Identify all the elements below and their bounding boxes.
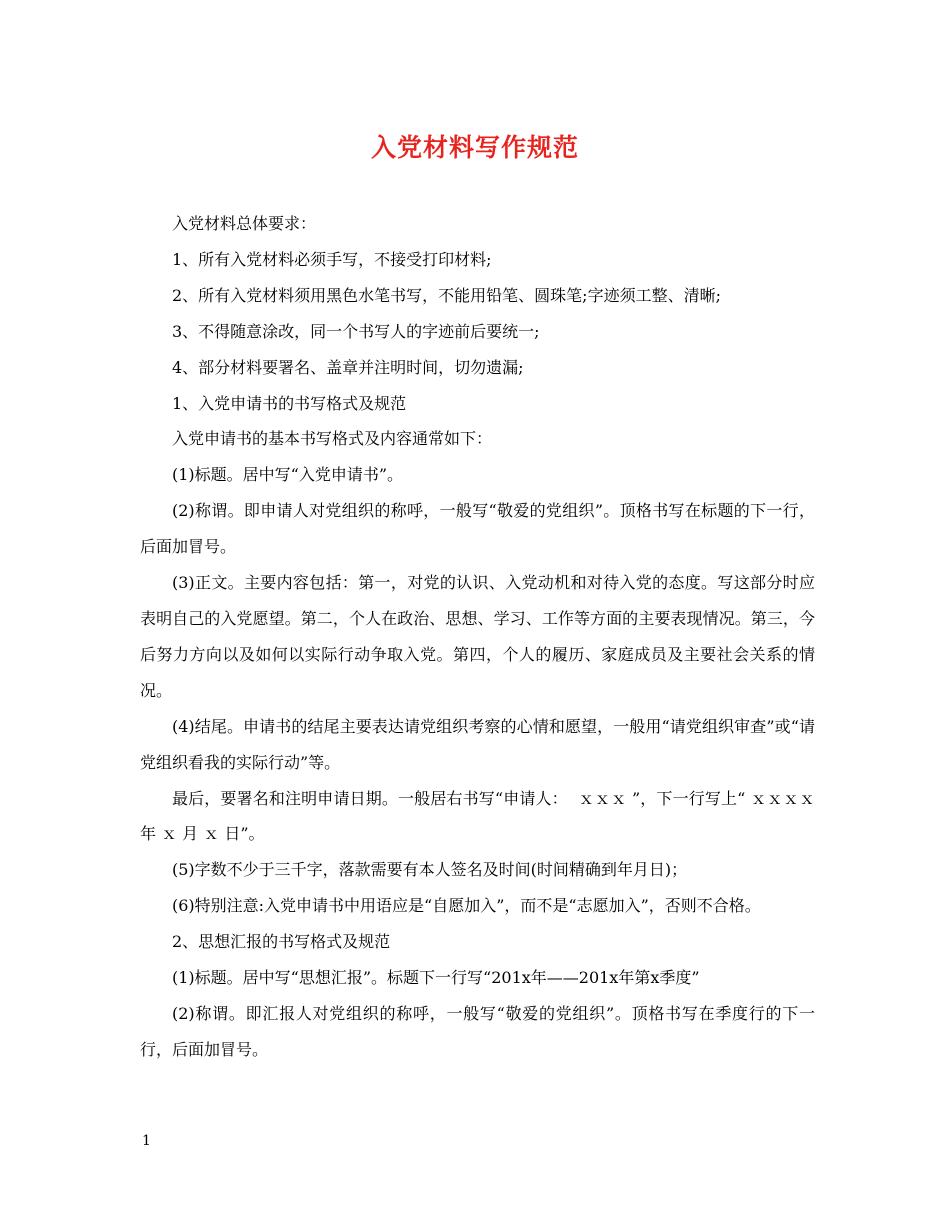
document-title: 入党材料写作规范 [370,133,579,162]
paragraph: (4)结尾。申请书的结尾主要表达请党组织考察的心情和愿望，一般用“请党组织审查”或“请党组织看我的实际行动”等。 [140,716,815,772]
paragraph: (2)称谓。即申请人对党组织的称呼，一般写“敬爱的党组织”。顶格书写在标题的下一行，后面加冒号。 [140,501,815,557]
paragraph: 最后，要署名和注明申请日期。一般居右书写“申请人： ｘｘｘ ”，下一行写上“ ｘｘｘｘ 年 ｘ 月 ｘ 日”。 [140,788,821,844]
paragraph: (6)特别注意:入党申请书中用语应是“自愿加入”，而不是“志愿加入”，否则不合格。 [172,896,761,916]
section-heading: 2、思想汇报的书写格式及规范 [172,932,391,952]
paragraph: (3)正文。主要内容包括：第一，对党的认识、入党动机和对待入党的态度。写这部分时应表明自己的入党愿望。第二，个人在政治、思想、学习、工作等方面的主要表现情况。第三，今后努力方向以及如何以实际行动争取入党。第四，个人的履历、家庭成员及主要社会关系的情况。 [140,573,815,700]
paragraph: (5)字数不少于三千字，落款需要有本人签名及时间(时间精确到年月日)； [172,860,688,880]
section-heading: 1、入党申请书的书写格式及规范 [172,393,407,413]
paragraph: 3、不得随意涂改，同一个书写人的字迹前后要统一; [172,321,540,341]
paragraph: 入党材料总体要求： [172,214,317,233]
paragraph: (1)标题。居中写“入党申请书”。 [172,465,404,485]
paragraph: (1)标题。居中写“思想汇报”。标题下一行写“201x年——201x年第x季度” [172,968,700,988]
paragraph: 1、所有入党材料必须手写，不接受打印材料; [172,249,492,269]
paragraph: 2、所有入党材料须用黑色水笔书写，不能用铅笔、圆珠笔;字迹须工整、清晰; [172,285,721,305]
paragraph: 入党申请书的基本书写格式及内容通常如下： [172,429,493,449]
paragraph: (2)称谓。即汇报人对党组织的称呼，一般写“敬爱的党组织”。顶格书写在季度行的下一行，后面加冒号。 [140,1003,815,1059]
document-body [140,206,821,1068]
page-number: 1 [142,1133,151,1149]
paragraph: 4、部分材料要署名、盖章并注明时间，切勿遗漏; [172,357,524,377]
